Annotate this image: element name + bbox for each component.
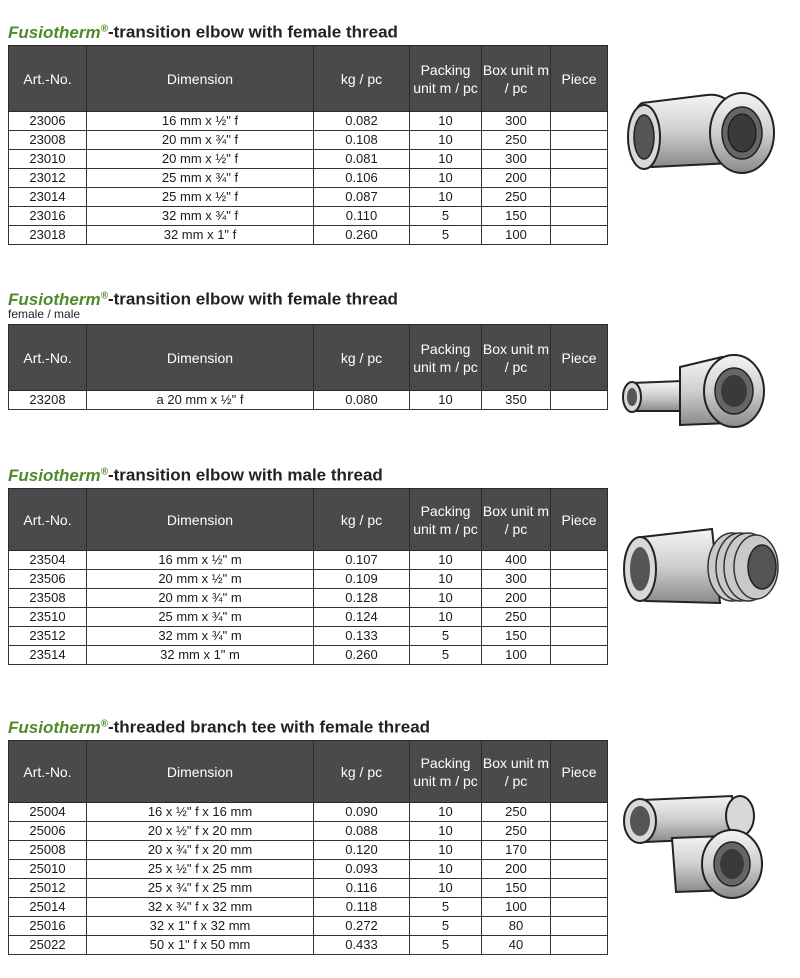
section-title: [8, 713, 608, 735]
cell-art-no: 23506: [9, 570, 87, 589]
header-piece: Piece: [551, 325, 608, 391]
cell-piece: [551, 112, 608, 131]
cell-packing-unit: 5: [410, 646, 482, 665]
table-row: [9, 207, 608, 226]
table-row: [9, 589, 608, 608]
cell-packing-unit: 10: [410, 608, 482, 627]
cell-dimension: 32 x 1" f x 32 mm: [87, 917, 314, 936]
table-row: [9, 169, 608, 188]
cell-packing-unit: 10: [410, 822, 482, 841]
cell-piece: [551, 627, 608, 646]
cell-piece: [551, 131, 608, 150]
header-piece: Piece: [551, 46, 608, 112]
table-row: [9, 860, 608, 879]
product-table: [8, 45, 608, 245]
cell-box-unit: 200: [482, 589, 551, 608]
cell-piece: [551, 169, 608, 188]
header-kg-pc: kg / pc: [314, 741, 410, 803]
cell-packing-unit: 10: [410, 150, 482, 169]
cell-dimension: 32 mm x 1" f: [87, 226, 314, 245]
cell-box-unit: 200: [482, 169, 551, 188]
cell-kg-pc: 0.081: [314, 150, 410, 169]
cell-box-unit: 250: [482, 188, 551, 207]
cell-art-no: 23012: [9, 169, 87, 188]
brand-name: [8, 718, 108, 737]
cell-art-no: 23504: [9, 551, 87, 570]
cell-art-no: 23514: [9, 646, 87, 665]
cell-dimension: 32 mm x ¾" m: [87, 627, 314, 646]
cell-packing-unit: 5: [410, 627, 482, 646]
section-subtitle: female / male: [8, 307, 81, 321]
cell-packing-unit: 10: [410, 188, 482, 207]
cell-art-no: 25012: [9, 879, 87, 898]
brand-name: [8, 23, 108, 42]
cell-art-no: 25004: [9, 803, 87, 822]
section-title-text: -threaded branch tee with female thread: [107, 717, 431, 737]
cell-art-no: 25010: [9, 860, 87, 879]
section-elbow-female: [8, 18, 608, 245]
cell-packing-unit: 10: [410, 860, 482, 879]
product-table: [8, 488, 608, 665]
table-row: [9, 112, 608, 131]
registered-mark: ®: [100, 290, 108, 301]
branch-tee-female-thread-illustration: [612, 790, 784, 905]
header-piece: Piece: [551, 741, 608, 803]
cell-piece: [551, 150, 608, 169]
cell-dimension: 25 mm x ½" f: [87, 188, 314, 207]
brand-name: [8, 466, 108, 485]
cell-kg-pc: 0.260: [314, 646, 410, 665]
product-table: [8, 324, 608, 410]
cell-box-unit: 100: [482, 226, 551, 245]
cell-art-no: 23008: [9, 131, 87, 150]
cell-kg-pc: 0.093: [314, 860, 410, 879]
cell-packing-unit: 5: [410, 898, 482, 917]
header-dimension: Dimension: [87, 325, 314, 391]
cell-piece: [551, 226, 608, 245]
table-row: [9, 570, 608, 589]
section-title-text: -transition elbow with male thread: [107, 465, 383, 485]
cell-art-no: 25016: [9, 917, 87, 936]
cell-dimension: 25 x ½" f x 25 mm: [87, 860, 314, 879]
cell-packing-unit: 5: [410, 936, 482, 955]
cell-piece: [551, 898, 608, 917]
cell-box-unit: 300: [482, 150, 551, 169]
cell-dimension: 32 mm x 1" m: [87, 646, 314, 665]
header-box-unit: Box unit m / pc: [482, 325, 551, 391]
cell-dimension: 25 x ¾" f x 25 mm: [87, 879, 314, 898]
cell-box-unit: 300: [482, 112, 551, 131]
section-title-text: -transition elbow with female thread: [107, 22, 398, 42]
header-packing-unit: Packing unit m / pc: [410, 325, 482, 391]
cell-dimension: 16 mm x ½" m: [87, 551, 314, 570]
elbow-female-male-illustration: [612, 345, 784, 435]
header-dimension: Dimension: [87, 741, 314, 803]
cell-piece: [551, 391, 608, 410]
header-piece: Piece: [551, 489, 608, 551]
cell-kg-pc: 0.082: [314, 112, 410, 131]
cell-kg-pc: 0.107: [314, 551, 410, 570]
cell-art-no: 25008: [9, 841, 87, 860]
header-box-unit: Box unit m / pc: [482, 46, 551, 112]
cell-dimension: 32 mm x ¾" f: [87, 207, 314, 226]
cell-art-no: 23006: [9, 112, 87, 131]
table-row: [9, 822, 608, 841]
cell-kg-pc: 0.133: [314, 627, 410, 646]
cell-piece: [551, 860, 608, 879]
cell-packing-unit: 10: [410, 803, 482, 822]
cell-piece: [551, 188, 608, 207]
cell-dimension: 20 mm x ½" m: [87, 570, 314, 589]
cell-box-unit: 200: [482, 860, 551, 879]
cell-box-unit: 100: [482, 898, 551, 917]
cell-dimension: a 20 mm x ½" f: [87, 391, 314, 410]
registered-mark: ®: [100, 718, 108, 729]
cell-packing-unit: 10: [410, 131, 482, 150]
cell-piece: [551, 822, 608, 841]
table-row: [9, 898, 608, 917]
cell-piece: [551, 917, 608, 936]
cell-kg-pc: 0.087: [314, 188, 410, 207]
cell-kg-pc: 0.109: [314, 570, 410, 589]
cell-box-unit: 150: [482, 879, 551, 898]
cell-piece: [551, 551, 608, 570]
cell-art-no: 23016: [9, 207, 87, 226]
brand-text: Fusiotherm: [8, 22, 101, 42]
cell-packing-unit: 5: [410, 207, 482, 226]
cell-art-no: 23508: [9, 589, 87, 608]
registered-mark: ®: [100, 466, 108, 477]
cell-piece: [551, 207, 608, 226]
cell-kg-pc: 0.433: [314, 936, 410, 955]
brand-text: Fusiotherm: [8, 289, 101, 309]
table-row: [9, 131, 608, 150]
header-art-no: Art.-No.: [9, 489, 87, 551]
table-row: [9, 391, 608, 410]
cell-packing-unit: 5: [410, 226, 482, 245]
cell-box-unit: 100: [482, 646, 551, 665]
cell-kg-pc: 0.080: [314, 391, 410, 410]
header-art-no: Art.-No.: [9, 741, 87, 803]
cell-packing-unit: 10: [410, 841, 482, 860]
cell-piece: [551, 803, 608, 822]
cell-kg-pc: 0.120: [314, 841, 410, 860]
table-row: [9, 879, 608, 898]
product-table: [8, 740, 608, 955]
table-row: [9, 803, 608, 822]
elbow-male-thread-illustration: [612, 515, 784, 615]
cell-dimension: 20 mm x ¾" m: [87, 589, 314, 608]
cell-box-unit: 250: [482, 131, 551, 150]
registered-mark: ®: [100, 23, 108, 34]
cell-kg-pc: 0.090: [314, 803, 410, 822]
section-elbow-female-male: [8, 285, 608, 410]
cell-packing-unit: 10: [410, 112, 482, 131]
cell-dimension: 20 mm x ½" f: [87, 150, 314, 169]
cell-art-no: 23014: [9, 188, 87, 207]
table-row: [9, 627, 608, 646]
table-row: [9, 551, 608, 570]
cell-box-unit: 150: [482, 207, 551, 226]
section-title: [8, 18, 608, 40]
header-box-unit: Box unit m / pc: [482, 489, 551, 551]
table-row: [9, 917, 608, 936]
header-dimension: Dimension: [87, 489, 314, 551]
cell-piece: [551, 646, 608, 665]
cell-art-no: 25022: [9, 936, 87, 955]
cell-art-no: 23018: [9, 226, 87, 245]
header-art-no: Art.-No.: [9, 46, 87, 112]
cell-box-unit: 170: [482, 841, 551, 860]
cell-kg-pc: 0.108: [314, 131, 410, 150]
cell-dimension: 20 x ¾" f x 20 mm: [87, 841, 314, 860]
cell-piece: [551, 570, 608, 589]
table-row: [9, 188, 608, 207]
brand-name: [8, 290, 108, 309]
section-title: [8, 285, 608, 307]
table-row: [9, 608, 608, 627]
cell-kg-pc: 0.116: [314, 879, 410, 898]
cell-dimension: 32 x ¾" f x 32 mm: [87, 898, 314, 917]
header-box-unit: Box unit m / pc: [482, 741, 551, 803]
cell-dimension: 16 x ½" f x 16 mm: [87, 803, 314, 822]
cell-piece: [551, 879, 608, 898]
cell-packing-unit: 10: [410, 391, 482, 410]
cell-art-no: 23512: [9, 627, 87, 646]
cell-piece: [551, 608, 608, 627]
cell-packing-unit: 10: [410, 570, 482, 589]
header-art-no: Art.-No.: [9, 325, 87, 391]
table-row: [9, 936, 608, 955]
table-row: [9, 646, 608, 665]
cell-piece: [551, 841, 608, 860]
brand-text: Fusiotherm: [8, 465, 101, 485]
cell-box-unit: 400: [482, 551, 551, 570]
section-elbow-male: [8, 461, 608, 665]
cell-packing-unit: 10: [410, 589, 482, 608]
cell-dimension: 25 mm x ¾" m: [87, 608, 314, 627]
cell-art-no: 23510: [9, 608, 87, 627]
table-row: [9, 226, 608, 245]
cell-box-unit: 350: [482, 391, 551, 410]
cell-box-unit: 80: [482, 917, 551, 936]
cell-box-unit: 250: [482, 608, 551, 627]
cell-dimension: 50 x 1" f x 50 mm: [87, 936, 314, 955]
cell-packing-unit: 5: [410, 917, 482, 936]
cell-kg-pc: 0.110: [314, 207, 410, 226]
cell-kg-pc: 0.088: [314, 822, 410, 841]
table-row: [9, 150, 608, 169]
cell-art-no: 23010: [9, 150, 87, 169]
cell-box-unit: 250: [482, 803, 551, 822]
cell-kg-pc: 0.272: [314, 917, 410, 936]
cell-art-no: 23208: [9, 391, 87, 410]
cell-box-unit: 150: [482, 627, 551, 646]
cell-box-unit: 250: [482, 822, 551, 841]
cell-box-unit: 40: [482, 936, 551, 955]
header-packing-unit: Packing unit m / pc: [410, 46, 482, 112]
cell-dimension: 20 x ½" f x 20 mm: [87, 822, 314, 841]
section-branch-tee-female: [8, 713, 608, 955]
header-dimension: Dimension: [87, 46, 314, 112]
cell-dimension: 25 mm x ¾" f: [87, 169, 314, 188]
cell-kg-pc: 0.128: [314, 589, 410, 608]
cell-dimension: 20 mm x ¾" f: [87, 131, 314, 150]
cell-dimension: 16 mm x ½" f: [87, 112, 314, 131]
cell-kg-pc: 0.106: [314, 169, 410, 188]
cell-box-unit: 300: [482, 570, 551, 589]
header-kg-pc: kg / pc: [314, 46, 410, 112]
cell-kg-pc: 0.118: [314, 898, 410, 917]
elbow-female-thread-illustration: [612, 75, 784, 185]
section-title-text: -transition elbow with female thread: [107, 289, 398, 309]
header-packing-unit: Packing unit m / pc: [410, 741, 482, 803]
cell-kg-pc: 0.260: [314, 226, 410, 245]
section-title: [8, 461, 608, 483]
header-kg-pc: kg / pc: [314, 325, 410, 391]
cell-art-no: 25006: [9, 822, 87, 841]
cell-art-no: 25014: [9, 898, 87, 917]
table-row: [9, 841, 608, 860]
cell-packing-unit: 10: [410, 879, 482, 898]
brand-text: Fusiotherm: [8, 717, 101, 737]
cell-packing-unit: 10: [410, 551, 482, 570]
header-kg-pc: kg / pc: [314, 489, 410, 551]
cell-piece: [551, 936, 608, 955]
cell-piece: [551, 589, 608, 608]
header-packing-unit: Packing unit m / pc: [410, 489, 482, 551]
cell-kg-pc: 0.124: [314, 608, 410, 627]
cell-packing-unit: 10: [410, 169, 482, 188]
